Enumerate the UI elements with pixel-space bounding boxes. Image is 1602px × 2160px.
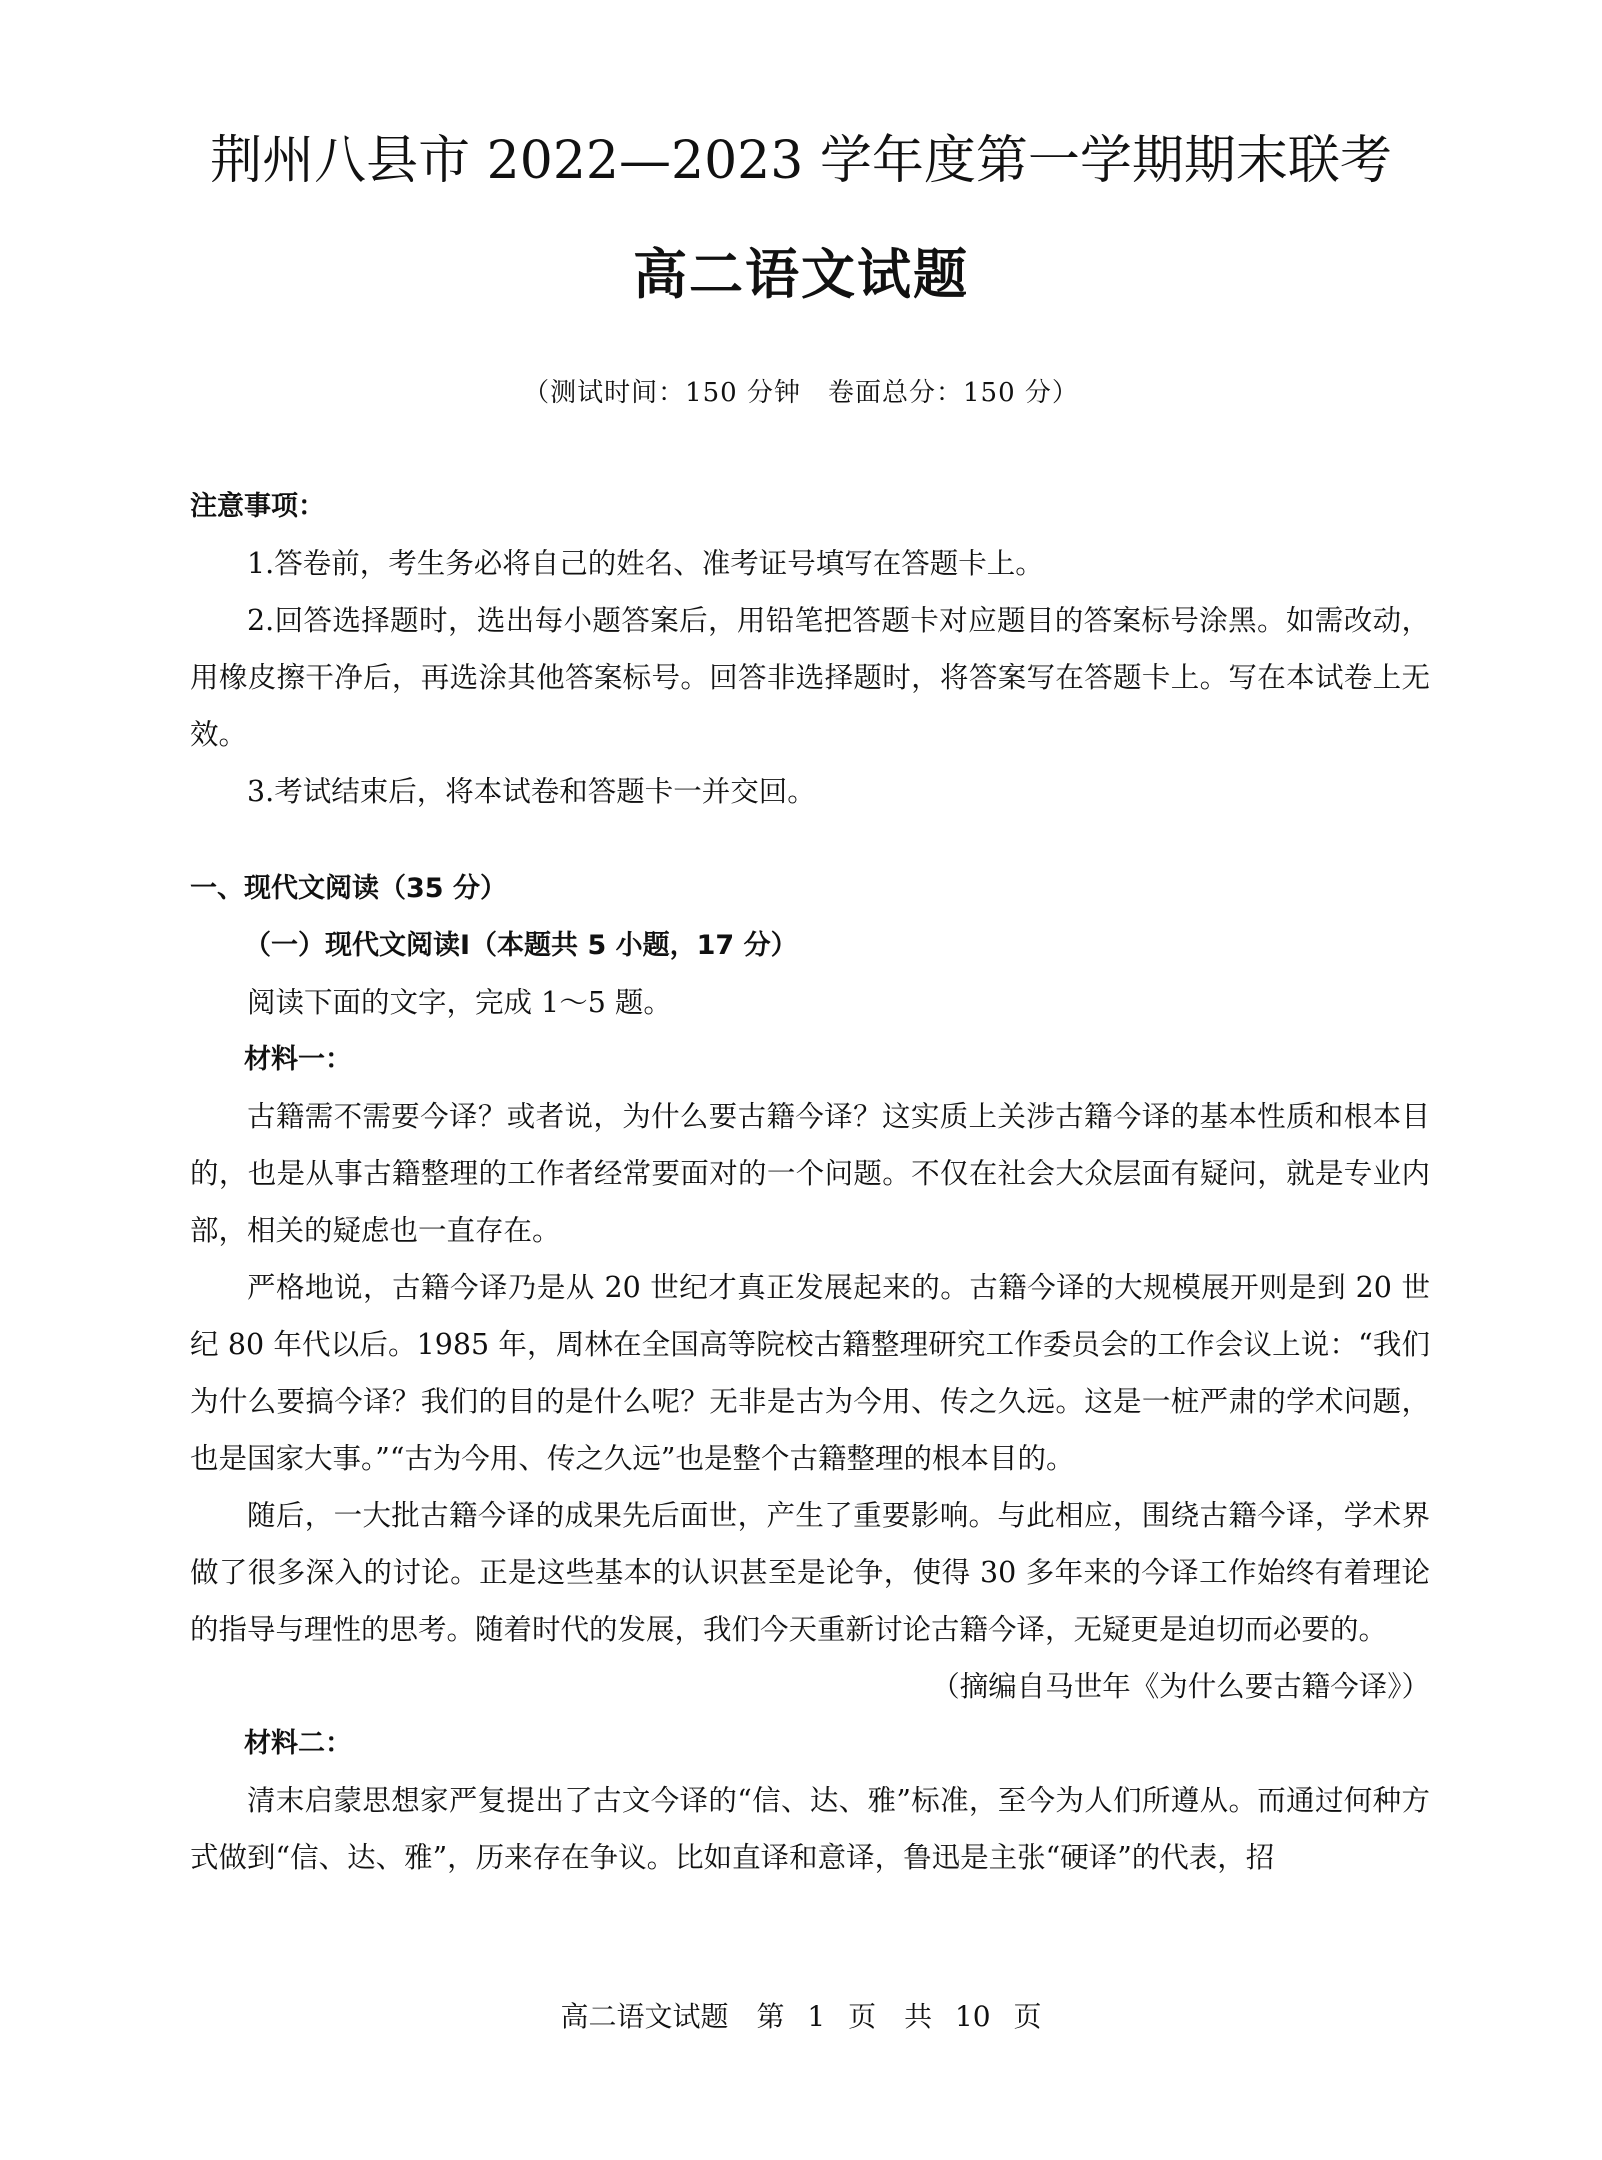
exam-info: （测试时间：150 分钟 卷面总分：150 分） [523, 378, 1079, 408]
page-footer: 高二语文试题 第 1 页 共 10 页 [560, 2000, 1042, 2033]
section-heading: 一、现代文阅读（35 分） [190, 873, 507, 904]
exam-body [190, 478, 1430, 1886]
material-one-paragraph: 随后，一大批古籍今译的成果先后面世，产生了重要影响。与此相应，围绕古籍今译，学术界做了很多深入的讨论。正是这些基本的认识甚至是论争，使得 30 多年来的今译工作始终有着理论的指导与理性的思考。随着时代的发展，我们今天重新讨论古籍今译，无疑更是迫切而必要的。 [190, 1499, 1430, 1646]
material-one-source: （摘编自马世年《为什么要古籍今译》） [931, 1670, 1430, 1703]
material-one-paragraph: 严格地说，古籍今译乃是从 20 世纪才真正发展起来的。古籍今译的大规模展开则是到 20 世纪 80 年代以后。1985 年，周林在全国高等院校古籍整理研究工作委员会的工作会议上说：“我们为什么要搞今译？我们的目的是什么呢？无非是古为今用、传之久远。这是一桩严肃的学术问题，也是国家大事。”“古为今用、传之久远”也是整个古籍整理的根本目的。 [190, 1271, 1430, 1475]
reading-instruction: 阅读下面的文字，完成 1～5 题。 [247, 986, 672, 1019]
notice-item-2: 2.回答选择题时，选出每小题答案后，用铅笔把答题卡对应题目的答案标号涂黑。如需改动，用橡皮擦干净后，再选涂其他答案标号。回答非选择题时，将答案写在答题卡上。写在本试卷上无效。 [190, 604, 1430, 751]
notice-item-3: 3.考试结束后，将本试卷和答题卡一并交回。 [247, 775, 816, 808]
material-two-paragraph: 清末启蒙思想家严复提出了古文今译的“信、达、雅”标准，至今为人们所遵从。而通过何种方式做到“信、达、雅”，历来存在争议。比如直译和意译，鲁迅是主张“硬译”的代表，招 [190, 1784, 1430, 1874]
exam-title: 荆州八县市 2022—2023 学年度第一学期期末联考 [210, 131, 1392, 191]
material-one-paragraph: 古籍需不需要今译？或者说，为什么要古籍今译？这实质上关涉古籍今译的基本性质和根本目的，也是从事古籍整理的工作者经常要面对的一个问题。不仅在社会大众层面有疑问，就是专业内部，相关的疑虑也一直存在。 [190, 1100, 1430, 1247]
material-two-label: 材料二： [244, 1728, 352, 1759]
notice-item-1: 1.答卷前，考生务必将自己的姓名、准考证号填写在答题卡上。 [247, 547, 1044, 580]
exam-subject-title: 高二语文试题 [633, 243, 969, 306]
subsection-heading: （一）现代文阅读Ⅰ（本题共 5 小题，17 分） [244, 930, 798, 961]
spacer [190, 820, 1430, 860]
material-one-label: 材料一： [244, 1044, 352, 1075]
notice-heading: 注意事项： [190, 491, 325, 522]
